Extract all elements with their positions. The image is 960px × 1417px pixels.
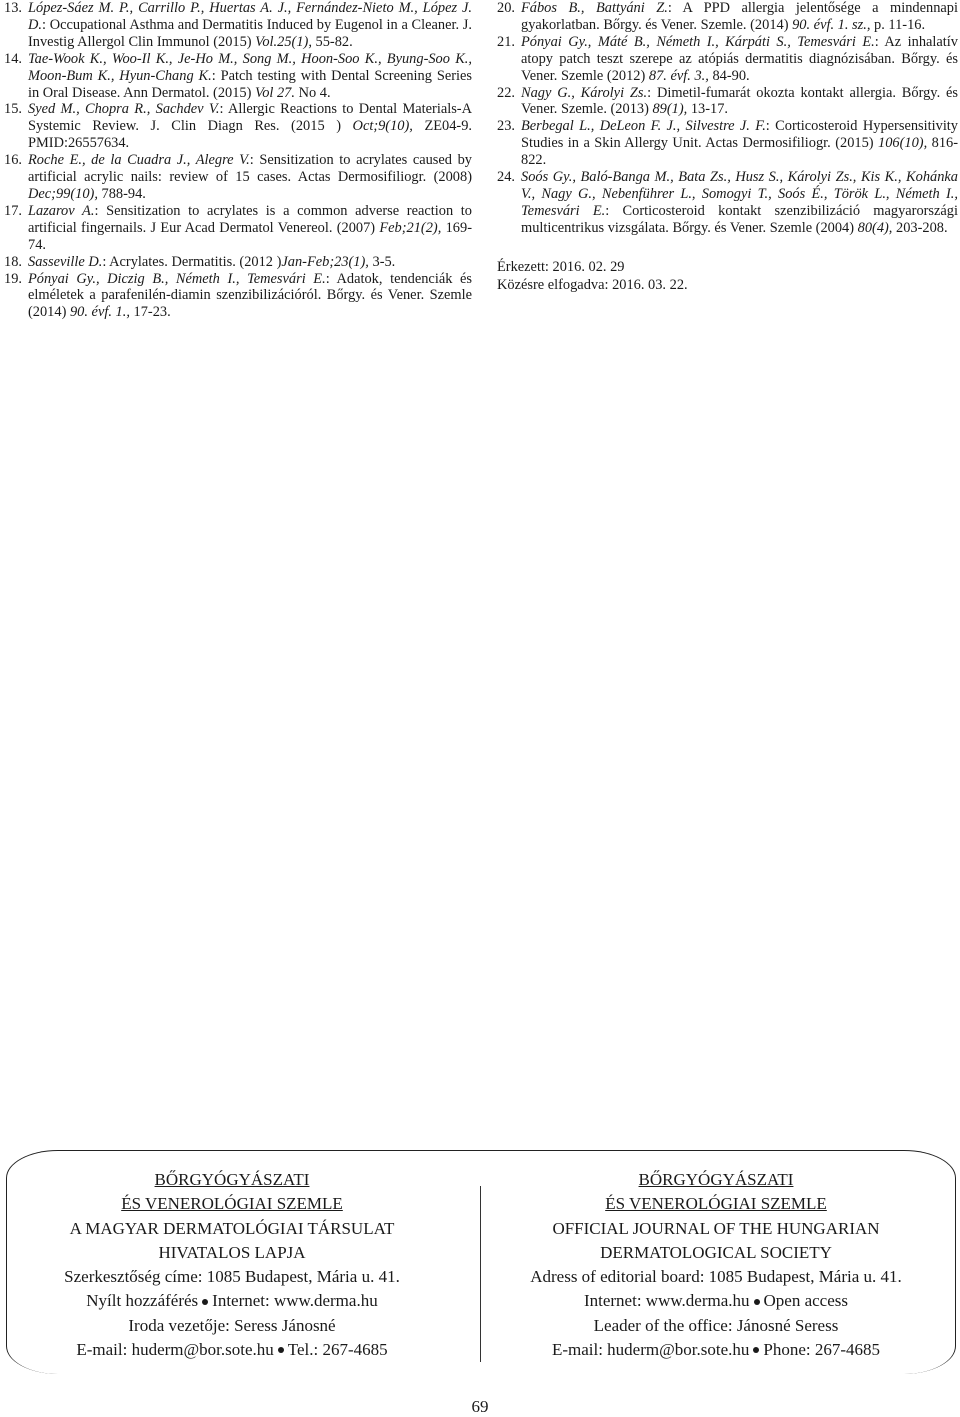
reference-number: 23. xyxy=(497,118,515,135)
reference-pages: 84-90. xyxy=(708,67,750,84)
open-access-text: Open access xyxy=(763,1291,849,1311)
official-journal-line: HIVATALOS LAPJA xyxy=(158,1242,306,1262)
reference-text: : Dimetil-fumarát okozta kontakt allergia. Bőrgy. és Vener. Szemle. (2013) xyxy=(521,84,958,118)
bullet-icon xyxy=(278,1347,284,1353)
reference-text: : Allergic Reactions to Dental Materials-A Systemic Review. J. Clin Diagn Res. (2015 ) xyxy=(28,101,472,135)
reference-pages: 3-5. xyxy=(368,253,396,270)
reference-text: : Adatok, tendenciák és elméletek a parafenilén-diamin szenzibilizációról. Bőrgy. és Vener. Szemle (2014) xyxy=(28,270,472,321)
reference-volume: Feb;21(2), xyxy=(379,219,442,236)
article-dates xyxy=(497,258,958,295)
editorial-address: Adress of editorial board: 1085 Budapest, Mária u. 41. xyxy=(530,1267,902,1287)
bullet-icon xyxy=(753,1347,759,1353)
reference-number: 17. xyxy=(4,202,22,219)
journal-title-line2: ÉS VENEROLÓGIAI SZEMLE xyxy=(605,1194,827,1214)
accepted-date: Közésre elfogadva: 2016. 03. 22. xyxy=(497,277,688,294)
reference-pages: 816-822. xyxy=(521,135,958,169)
reference-text: : Corticosteroid Hypersensitivity Studies in a Skin Allergy Unit. Actas Dermosifiliogr. (2015) xyxy=(521,118,959,152)
reference-text: : Corticosteroid kontakt szenzibilizáció magyarországi multicentrikus vizsgálata. Bőrgy. és Vener. Szemle (2004) xyxy=(521,202,958,236)
reference-authors: Syed M., Chopra R., Sachdev V. xyxy=(28,101,220,118)
reference-item xyxy=(497,85,958,119)
website-text: Internet: www.derma.hu xyxy=(583,1291,750,1311)
phone-text: Tel.: 267-4685 xyxy=(287,1340,388,1360)
journal-title-line2: ÉS VENEROLÓGIAI SZEMLE xyxy=(121,1194,343,1214)
reference-volume: Vol.25(1), xyxy=(255,33,312,50)
reference-pages: 169-74. xyxy=(28,219,472,253)
reference-text: : A PPD allergia jelentősége a mindennapi gyakorlatban. Bőrgy. és Vener. Szemle. (2014) xyxy=(521,0,958,33)
phone-text: Phone: 267-4685 xyxy=(763,1340,881,1360)
references-right-column xyxy=(497,0,958,295)
reference-text: : Az inhalatív atopy patch teszt szerepe az atópiás dermatitis diagnózisában. Bőrgy. és Vener. Szemle (2012) xyxy=(521,33,958,84)
reference-item xyxy=(4,271,472,322)
reference-pages: 788-94. xyxy=(97,185,146,202)
email-text: E-mail: huderm@bor.sote.hu xyxy=(551,1340,750,1360)
bullet-icon xyxy=(202,1299,208,1305)
reference-authors: Soós Gy., Baló-Banga M., Bata Zs., Husz S., Károlyi Zs., Kis K., Kohánka V., Nagy G., Nebenführer L., Somogyi T., Soós É., Török L., Németh I., Temesvári E. xyxy=(521,169,958,219)
website-text: Internet: www.derma.hu xyxy=(212,1291,378,1311)
reference-volume: Dec;99(10), xyxy=(28,185,98,202)
reference-number: 13. xyxy=(4,0,22,16)
reference-authors: Pónyai Gy., Diczig B., Németh I., Temesvári E. xyxy=(28,270,326,287)
reference-authors: Fábos B., Battyáni Z. xyxy=(521,0,668,16)
reference-item xyxy=(497,34,958,85)
reference-number: 22. xyxy=(497,84,515,101)
reference-item xyxy=(4,51,472,102)
reference-authors: Pónyai Gy., Máté B., Németh I., Kárpáti S., Temesvári E. xyxy=(521,33,875,50)
reference-authors: Nagy G., Károlyi Zs. xyxy=(521,84,648,101)
bullet-icon xyxy=(754,1299,760,1305)
reference-volume: Oct;9(10), xyxy=(352,118,413,135)
reference-authors: Berbegal L., DeLeon F. J., Silvestre J. F. xyxy=(521,118,766,135)
reference-authors: López-Sáez M. P., Carrillo P., Huertas A. J., Fernández-Nieto M., López J. D. xyxy=(28,0,472,33)
office-leader: Leader of the office: Jánosné Seress xyxy=(593,1315,839,1335)
reference-volume: Jan-Feb;23(1), xyxy=(281,253,369,270)
reference-item xyxy=(4,101,472,152)
reference-item xyxy=(497,169,958,237)
reference-volume: 89(1), xyxy=(652,101,688,118)
received-date: Érkezett: 2016. 02. 29 xyxy=(497,258,625,275)
open-access-text: Nyílt hozzáférés xyxy=(86,1291,199,1311)
reference-number: 18. xyxy=(4,253,22,270)
reference-authors: Lazarov A. xyxy=(28,202,95,219)
reference-volume: 90. évf. 1. sz., xyxy=(792,16,871,33)
access-line xyxy=(496,1289,936,1313)
contact-line xyxy=(12,1338,452,1362)
society-line: A MAGYAR DERMATOLÓGIAI TÁRSULAT xyxy=(69,1218,395,1238)
reference-number: 15. xyxy=(4,101,22,118)
reference-authors: Sasseville D. xyxy=(28,253,103,270)
references-left-column xyxy=(4,0,472,321)
access-line xyxy=(12,1289,452,1313)
reference-number: 24. xyxy=(497,169,515,186)
official-journal-line: DERMATOLOGICAL SOCIETY xyxy=(600,1242,832,1262)
reference-number: 16. xyxy=(4,152,22,169)
reference-authors: Roche E., de la Cuadra J., Alegre V. xyxy=(28,152,250,169)
reference-pages: 17-23. xyxy=(129,304,171,321)
reference-item xyxy=(497,118,958,169)
office-leader: Iroda vezetője: Seress Jánosné xyxy=(128,1315,336,1335)
page-number: 69 xyxy=(471,1397,489,1416)
footer-divider xyxy=(480,1186,481,1362)
reference-number: 14. xyxy=(4,50,22,67)
reference-number: 19. xyxy=(4,270,22,287)
reference-item xyxy=(4,0,472,51)
reference-volume: Vol 27. xyxy=(255,84,295,101)
reference-authors: Tae-Wook K., Woo-Il K., Je-Ho M., Song M., Hoon-Soo K., Byung-Soo K., Moon-Bum K., Hyun-Chang K. xyxy=(28,50,472,84)
reference-pages: p. 11-16. xyxy=(870,16,926,33)
reference-volume: 106(10), xyxy=(878,135,928,152)
reference-text: : Acrylates. Dermatitis. (2012 ) xyxy=(102,253,282,270)
journal-info-hungarian xyxy=(12,1168,452,1362)
reference-pages: 13-17. xyxy=(687,101,729,118)
journal-title-line1: BŐRGYÓGYÁSZATI xyxy=(154,1170,310,1189)
journal-title-line1: BŐRGYÓGYÁSZATI xyxy=(638,1170,794,1189)
contact-line xyxy=(496,1338,936,1362)
reference-item xyxy=(4,203,472,254)
reference-pages: 203-208. xyxy=(892,219,948,236)
email-text: E-mail: huderm@bor.sote.hu xyxy=(76,1340,274,1360)
journal-info-english xyxy=(496,1168,936,1362)
reference-pages: ZE04-9. PMID:26557634. xyxy=(28,118,473,152)
reference-item xyxy=(4,254,472,271)
reference-volume: 87. évf. 3., xyxy=(648,67,709,84)
reference-item xyxy=(497,0,958,34)
reference-text: : Occupational Asthma and Dermatitis Induced by Eugenol in a Cleaner. J. Investig Allergol Clin Immunol (2015) xyxy=(28,16,472,50)
reference-text: : Sensitization to acrylates caused by artificial acrylic nails: review of 15 cases. Actas Dermosifiliogr. (2008) xyxy=(28,152,472,186)
reference-number: 20. xyxy=(497,0,515,16)
reference-pages: 55-82. xyxy=(311,33,353,50)
editorial-address: Szerkesztőség címe: 1085 Budapest, Mária u. 41. xyxy=(64,1267,400,1287)
reference-text: : Patch testing with Dental Screening Series in Oral Disease. Ann Dermatol. (2015) xyxy=(28,67,472,101)
reference-text: : Sensitization to acrylates is a common adverse reaction to artificial fingernails. J Eur Acad Dermatol Venereol. (2007) xyxy=(28,202,472,236)
reference-pages: No 4. xyxy=(294,84,331,101)
reference-volume: 90. évf. 1., xyxy=(69,304,130,321)
reference-volume: 80(4), xyxy=(857,219,893,236)
society-line: OFFICIAL JOURNAL OF THE HUNGARIAN xyxy=(552,1218,880,1238)
reference-number: 21. xyxy=(497,33,515,50)
reference-item xyxy=(4,152,472,203)
